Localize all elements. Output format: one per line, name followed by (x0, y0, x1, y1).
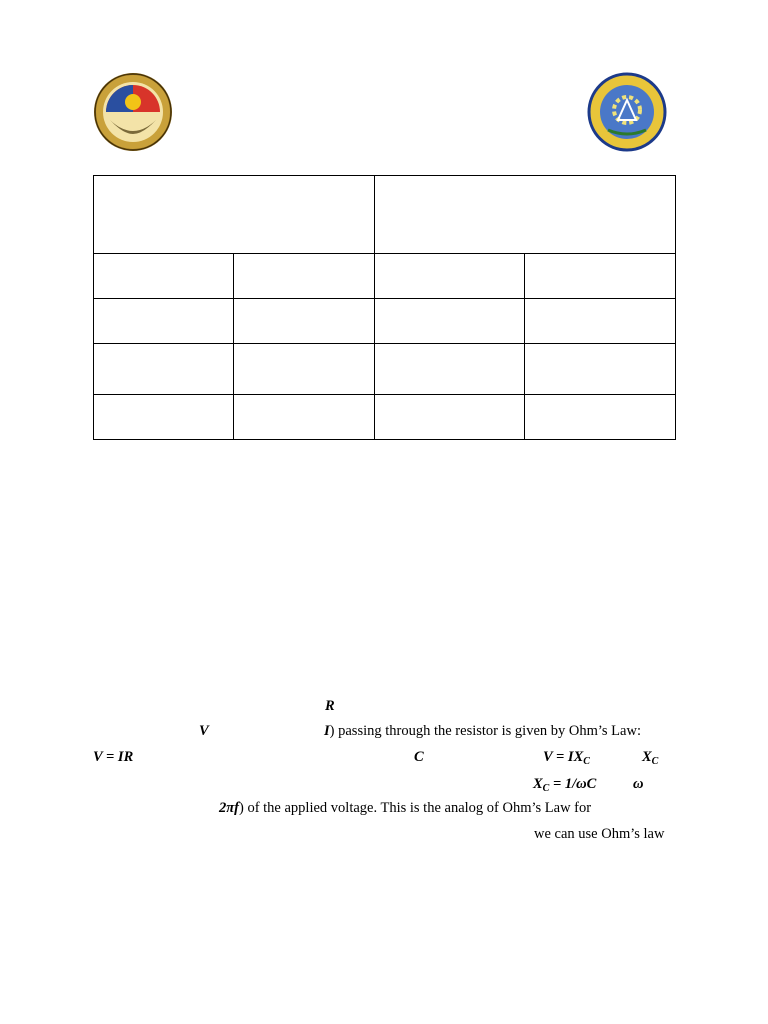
analog-sentence (219, 799, 591, 817)
table-cell (234, 299, 375, 344)
table-cell (234, 254, 375, 299)
current-symbol: I (324, 723, 330, 739)
table-cell (375, 395, 525, 440)
table-cell (525, 395, 676, 440)
capacitive-formula-sub: C (583, 756, 590, 767)
omega-symbol: ω (633, 776, 644, 792)
table-cell (234, 395, 375, 440)
capacitance-symbol: C (414, 749, 424, 765)
ohms-law-sentence (324, 722, 641, 740)
reactance-symbol-sub: C (651, 756, 659, 767)
table-cell (94, 395, 234, 440)
table-cell (375, 254, 525, 299)
table-cell (94, 254, 234, 299)
table-cell (525, 344, 676, 395)
table-cell (525, 299, 676, 344)
table-header-cell-right (375, 176, 676, 254)
table-cell (94, 344, 234, 395)
voltage-symbol: V (199, 723, 209, 739)
analog-sentence-text: ) of the applied voltage. This is the analog of Ohm’s Law for (239, 800, 592, 816)
frequency-term: 2πf (219, 800, 239, 816)
table-cell (375, 344, 525, 395)
table-cell (234, 344, 375, 395)
ohms-law-formula: V = IR (93, 749, 134, 765)
reactance-formula-sub: C (542, 783, 550, 794)
table-cell (375, 299, 525, 344)
city-seal-logo (88, 72, 178, 152)
reactance-formula-rest: = 1/ωC (549, 776, 597, 792)
resistance-symbol: R (325, 698, 335, 714)
capacitive-formula-main: V = IX (543, 749, 584, 765)
reactance-symbol-main: X (642, 749, 652, 765)
info-table (93, 175, 676, 440)
table-cell (525, 254, 676, 299)
table-cell (94, 299, 234, 344)
table-header-cell-left (94, 176, 375, 254)
ohms-law-sentence-text: ) passing through the resistor is given by Ohm’s Law: (329, 723, 641, 739)
reactance-formula (533, 775, 596, 793)
reactance-formula-main: X (533, 776, 543, 792)
capacitive-formula (543, 748, 590, 766)
reactance-symbol (642, 748, 658, 766)
ohms-law-use-text: we can use Ohm’s law (534, 826, 665, 842)
college-seal-logo (582, 72, 672, 152)
